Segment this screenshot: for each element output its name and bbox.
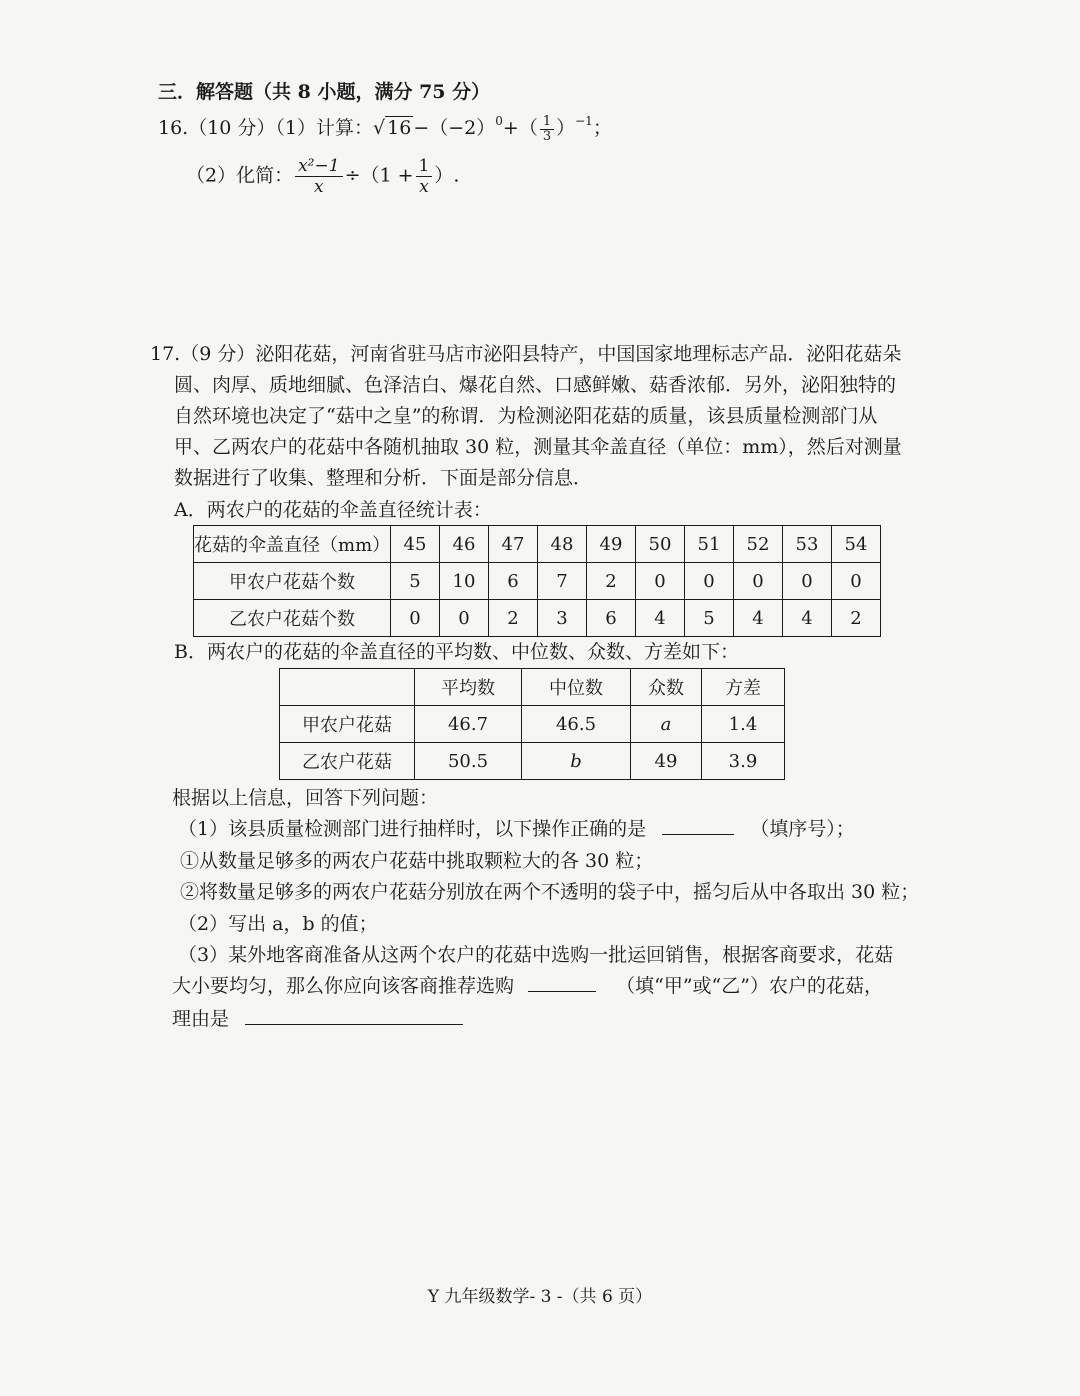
table-header-cell: 花菇的伞盖直径（mm） [194,526,391,563]
table-header-cell: 50 [636,526,685,563]
table-header-cell: 49 [587,526,636,563]
table-cell: 46.7 [415,706,522,743]
table-header-cell: 48 [538,526,587,563]
sub-question-3-suffix: （填“甲”或“乙”）农户的花菇， [616,975,883,997]
sqrt-sign: √ [373,117,386,139]
table-row [280,706,785,743]
table-cell: 0 [440,600,489,637]
q17-line-3: 自然环境也决定了“菇中之皇”的称谓．为检测泌阳花菇的质量，该县质量检测部门从 [174,405,878,427]
q17-line-5: 数据进行了收集、整理和分析．下面是部分信息． [174,467,593,489]
table-row [194,563,881,600]
table-cell: 10 [440,563,489,600]
sub-question-3-line-3 [172,1005,463,1033]
frac-denominator: x [419,177,429,197]
answer-blank-choice[interactable] [528,973,596,992]
table-cell: a [631,706,702,743]
table-a-caption: A．两农户的花菇的伞盖直径统计表： [174,499,492,521]
divide-expression: ÷（1 + [344,164,414,187]
table-cell: 2 [587,563,636,600]
sub-question-1 [178,815,855,843]
table-cell: 乙农户花菇个数 [194,600,391,637]
fraction-one-over-x [416,156,433,197]
sub-question-2: （2）写出 a，b 的值； [178,913,378,935]
table-cell: 2 [489,600,538,637]
table-header-cell: 51 [685,526,734,563]
table-cell: 甲农户花菇 [280,706,415,743]
fraction-x2-minus-1-over-x [295,156,342,197]
questions-prompt: 根据以上信息，回答下列问题： [172,787,439,809]
diameter-frequency-table [193,525,881,637]
sqrt-argument: 16 [387,117,412,139]
q16-part2 [186,156,459,197]
table-cell: 甲农户花菇个数 [194,563,391,600]
table-cell: 4 [636,600,685,637]
table-cell: 6 [489,563,538,600]
q16-prefix: 16.（10 分）（1）计算： [158,117,374,139]
frac-denominator: x [314,177,324,197]
reason-label: 理由是 [172,1008,230,1030]
frac-numerator: 1 [416,156,433,177]
exponent-zero: 0 [495,114,503,128]
frac-denominator: 3 [542,128,552,144]
q16-part2-prefix: （2）化简： [186,164,294,187]
fraction-one-third [540,115,554,144]
table-cell: 5 [685,600,734,637]
table-header-cell: 45 [391,526,440,563]
table-header-cell: 46 [440,526,489,563]
statistics-table [279,668,785,780]
table-cell: 0 [832,563,881,600]
q17-line-4: 甲、乙两农户的花菇中各随机抽取 30 粒，测量其伞盖直径（单位：mm），然后对测量 [174,436,902,458]
table-row [194,526,881,563]
table-cell: 0 [734,563,783,600]
table-cell: 0 [685,563,734,600]
table-cell: 3.9 [702,743,785,780]
option-1: ①从数量足够多的两农户花菇中挑取颗粒大的各 30 粒； [180,850,654,872]
table-cell: 乙农户花菇 [280,743,415,780]
table-cell: 3 [538,600,587,637]
table-row [280,743,785,780]
answer-blank-1[interactable] [662,816,734,835]
table-cell: b [522,743,631,780]
table-cell: 1.4 [702,706,785,743]
frac-numerator: 1 [540,115,554,130]
table-cell: 0 [636,563,685,600]
table-cell: 6 [587,600,636,637]
table-header-cell: 方差 [702,669,785,706]
table-header-cell: 53 [783,526,832,563]
q16-end-punct: ； [592,117,612,139]
table-header-cell [280,669,415,706]
table-cell: 50.5 [415,743,522,780]
frac-numerator: x²−1 [295,156,342,177]
table-cell: 46.5 [522,706,631,743]
minus-paren: −（−2） [413,117,496,139]
table-b-caption: B．两农户的花菇的伞盖直径的平均数、中位数、众数、方差如下： [174,641,739,663]
table-header-cell: 平均数 [415,669,522,706]
table-row [280,669,785,706]
table-header-cell: 众数 [631,669,702,706]
page-footer: Y 九年级数学- 3 -（共 6 页） [427,1287,653,1307]
table-row [194,600,881,637]
table-cell: 0 [391,600,440,637]
table-header-cell: 54 [832,526,881,563]
table-cell: 5 [391,563,440,600]
table-header-cell: 47 [489,526,538,563]
q17-line-2: 圆、肉厚、质地细腻、色泽洁白、爆花自然、口感鲜嫩、菇香浓郁．另外，泌阳独特的 [174,374,897,396]
sub-question-3-text: 大小要均匀，那么你应向该客商推荐选购 [172,975,515,997]
exponent-neg-one: −1 [575,114,593,128]
section-heading: 三．解答题（共 8 小题，满分 75 分） [158,81,491,103]
sub-question-3-line-1: （3）某外地客商准备从这两个农户的花菇中选购一批运回销售，根据客商要求，花菇 [178,944,894,966]
table-cell: 4 [734,600,783,637]
sub-question-3-line-2 [172,972,883,1000]
close-paren: ） [556,117,576,139]
sub-question-1-suffix: （填序号）； [750,818,855,840]
option-2: ②将数量足够多的两农户花菇分别放在两个不透明的袋子中，摇匀后从中各取出 30 粒； [180,881,920,903]
table-cell: 49 [631,743,702,780]
table-header-cell: 中位数 [522,669,631,706]
plus-paren: +（ [502,117,538,139]
sub-question-1-text: （1）该县质量检测部门进行抽样时，以下操作正确的是 [178,818,647,840]
table-cell: 2 [832,600,881,637]
q16-part2-end: ）. [434,164,460,187]
q17-line-1: 17.（9 分）泌阳花菇，河南省驻马店市泌阳县特产，中国国家地理标志产品．泌阳花菇朵 [150,343,902,365]
answer-blank-reason[interactable] [245,1006,463,1025]
table-header-cell: 52 [734,526,783,563]
table-cell: 4 [783,600,832,637]
table-cell: 0 [783,563,832,600]
q16-part1 [158,114,612,144]
table-cell: 7 [538,563,587,600]
